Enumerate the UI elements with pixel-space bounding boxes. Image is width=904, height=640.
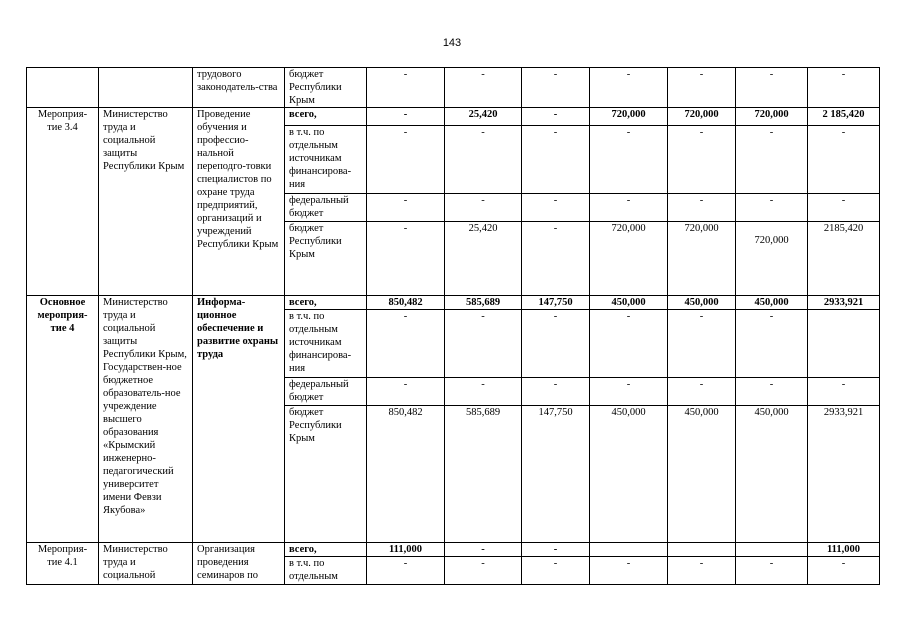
table-cell: 147,750: [522, 406, 590, 543]
table-cell: [99, 68, 193, 108]
table-cell: [590, 543, 668, 557]
table-cell: федеральный бюджет: [285, 194, 367, 222]
table-cell: -: [367, 310, 445, 378]
table-cell: бюджет Республики Крым: [285, 406, 367, 543]
table-row: [27, 543, 880, 557]
table-cell: -: [736, 378, 808, 406]
table-cell: -: [367, 68, 445, 108]
table-cell: 450,000: [736, 406, 808, 543]
table-cell: -: [668, 194, 736, 222]
table-row: [27, 68, 880, 108]
table-cell: -: [367, 378, 445, 406]
table-cell: -: [367, 126, 445, 194]
table-cell: -: [736, 68, 808, 108]
table-row: [27, 108, 880, 126]
table-cell: в т.ч. по отдельным источникам финансирова-ния: [285, 126, 367, 194]
table-cell: Организация проведения семинаров по: [193, 543, 285, 585]
table-cell: Министерство труда и социальной защиты Республики Крым, Государствен-ное бюджетное образователь-ное учреждение высшего образования «Крымский инженерно-педагогический университет имени Февзи Якубова»: [99, 296, 193, 543]
table-cell: 720,000: [736, 222, 808, 296]
table-cell: Министерство труда и социальной: [99, 543, 193, 585]
table-cell: -: [367, 194, 445, 222]
table-cell: -: [590, 194, 668, 222]
table-cell: 450,000: [668, 406, 736, 543]
table-cell: в т.ч. по отдельным источникам финансирова-ния: [285, 310, 367, 378]
table-cell: -: [736, 310, 808, 378]
table-cell: 25,420: [445, 222, 522, 296]
table-cell: Мероприя-тие 3.4: [27, 108, 99, 296]
table-cell: -: [736, 194, 808, 222]
table-cell: -: [522, 126, 590, 194]
table-cell: 450,000: [590, 296, 668, 310]
table-cell: 147,750: [522, 296, 590, 310]
table-cell: -: [668, 126, 736, 194]
table-cell: бюджет Республики Крым: [285, 222, 367, 296]
table-cell: -: [522, 310, 590, 378]
table-cell: 2933,921: [808, 296, 880, 310]
table-cell: -: [590, 310, 668, 378]
table-row: [27, 296, 880, 310]
table-cell: 720,000: [590, 108, 668, 126]
table-cell: Министерство труда и социальной защиты Республики Крым: [99, 108, 193, 296]
table-cell: 111,000: [367, 543, 445, 557]
table-cell: Проведение обучения и профессио-нальной переподго-товки специалистов по охране труда предприятий, организаций и учреждений Республики Крым: [193, 108, 285, 296]
table-cell: 2933,921: [808, 406, 880, 543]
table-cell: -: [808, 194, 880, 222]
table-cell: -: [522, 557, 590, 585]
table-cell: -: [736, 557, 808, 585]
table-cell: всего,: [285, 108, 367, 126]
table-cell: -: [522, 68, 590, 108]
page-number: 143: [442, 37, 462, 49]
table-cell: 585,689: [445, 296, 522, 310]
table-cell: -: [590, 378, 668, 406]
table-cell: -: [367, 557, 445, 585]
table-cell: Основное мероприя-тие 4: [27, 296, 99, 543]
table-cell: 720,000: [736, 108, 808, 126]
table-cell: -: [445, 126, 522, 194]
table-cell: 450,000: [736, 296, 808, 310]
table-cell: Мероприя-тие 4.1: [27, 543, 99, 585]
table-cell: -: [522, 378, 590, 406]
table-cell: [27, 68, 99, 108]
table-cell: -: [668, 310, 736, 378]
table-cell: -: [736, 126, 808, 194]
table-cell: -: [668, 378, 736, 406]
table-cell: -: [522, 194, 590, 222]
table-cell: -: [668, 557, 736, 585]
table-cell: -: [590, 68, 668, 108]
table-cell: [736, 543, 808, 557]
table-cell: [668, 543, 736, 557]
table-cell: 2185,420: [808, 222, 880, 296]
table-cell: 720,000: [668, 222, 736, 296]
table-cell: -: [522, 543, 590, 557]
budget-table: [26, 67, 880, 585]
table-cell: -: [445, 68, 522, 108]
table-cell: федеральный бюджет: [285, 378, 367, 406]
table-cell: -: [367, 108, 445, 126]
table-cell: трудового законодатель-ства: [193, 68, 285, 108]
table-cell: -: [445, 310, 522, 378]
table-cell: 2 185,420: [808, 108, 880, 126]
table-cell: 111,000: [808, 543, 880, 557]
table-cell: -: [367, 222, 445, 296]
table-cell: 450,000: [590, 406, 668, 543]
table-cell: 720,000: [668, 108, 736, 126]
table-cell: -: [590, 126, 668, 194]
table-cell: всего,: [285, 543, 367, 557]
table-cell: 850,482: [367, 406, 445, 543]
table-cell: 850,482: [367, 296, 445, 310]
table-cell: бюджет Республики Крым: [285, 68, 367, 108]
table-cell: 25,420: [445, 108, 522, 126]
table-cell: -: [808, 557, 880, 585]
table-cell: -: [445, 543, 522, 557]
table-cell: 585,689: [445, 406, 522, 543]
table-cell: 450,000: [668, 296, 736, 310]
table-cell: -: [522, 222, 590, 296]
table-cell: -: [522, 108, 590, 126]
table-cell: -: [808, 126, 880, 194]
table-cell: -: [590, 557, 668, 585]
table-cell: -: [668, 68, 736, 108]
table-cell: в т.ч. по отдельным: [285, 557, 367, 585]
table-cell: -: [445, 557, 522, 585]
table-cell: -: [445, 378, 522, 406]
table-cell: -: [808, 378, 880, 406]
table-cell: [808, 310, 880, 378]
table-cell: всего,: [285, 296, 367, 310]
table-cell: -: [808, 68, 880, 108]
table-cell: -: [445, 194, 522, 222]
table-cell: 720,000: [590, 222, 668, 296]
table-cell: Информа-ционное обеспечение и развитие охраны труда: [193, 296, 285, 543]
